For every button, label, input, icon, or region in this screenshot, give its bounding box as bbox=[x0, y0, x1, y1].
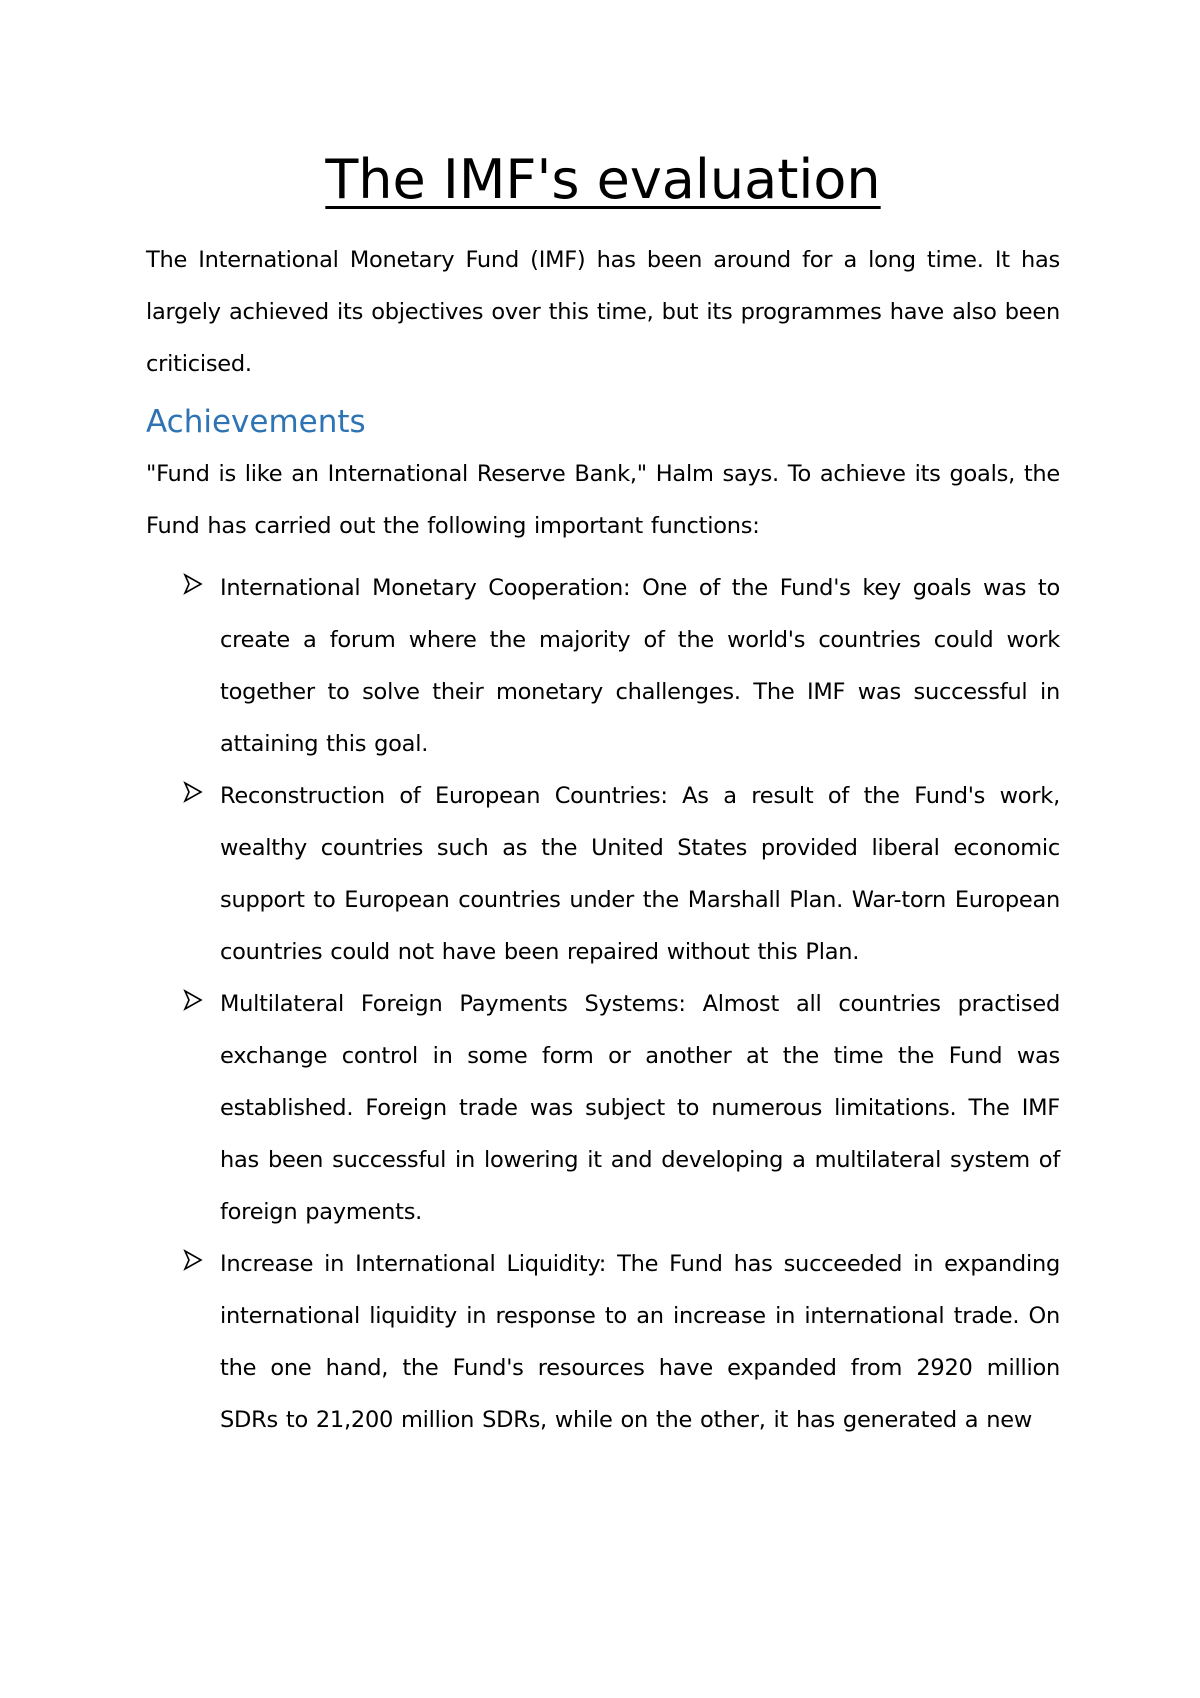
list-item bbox=[146, 1238, 1060, 1446]
list-item bbox=[146, 562, 1060, 770]
list-item-text: International Monetary Cooperation: One of the Fund's key goals was to create a forum where the majority of the world's countries could work together to solve their monetary challenges. The IMF was successful in attaining this goal. bbox=[220, 575, 1060, 757]
section-intro-paragraph: "Fund is like an International Reserve Bank," Halm says. To achieve its goals, the Fund has carried out the following important functions: bbox=[146, 461, 1060, 539]
list-item bbox=[146, 978, 1060, 1238]
list-item bbox=[146, 770, 1060, 978]
section-heading-achievements: Achievements bbox=[146, 404, 366, 440]
intro-paragraph: The International Monetary Fund (IMF) has been around for a long time. It has largely achieved its objectives over this time, but its programmes have also been criticised. bbox=[146, 247, 1060, 377]
document-title bbox=[146, 140, 1060, 220]
document-body bbox=[146, 140, 1060, 1446]
document-title-text: The IMF's evaluation bbox=[325, 148, 881, 211]
list-item-text: Reconstruction of European Countries: As a result of the Fund's work, wealthy countries such as the United States provided liberal economic support to European countries under the Marshall Plan. War-torn European countries could not have been repaired without this Plan. bbox=[220, 783, 1060, 965]
arrowhead-bullet-icon bbox=[182, 573, 204, 595]
achievements-list bbox=[146, 562, 1060, 1446]
list-item-text: Multilateral Foreign Payments Systems: Almost all countries practised exchange control in some form or another at the time the Fund was established. Foreign trade was subject to numerous limitations. The IMF has been successful in lowering it and developing a multilateral system of foreign payments. bbox=[220, 991, 1060, 1225]
list-item-text: Increase in International Liquidity: The Fund has succeeded in expanding international liquidity in response to an increase in international trade. On the one hand, the Fund's resources have expanded from 2920 million SDRs to 21,200 million SDRs, while on the other, it has generated a new bbox=[220, 1251, 1060, 1433]
arrowhead-bullet-icon bbox=[182, 1249, 204, 1271]
arrowhead-bullet-icon bbox=[182, 781, 204, 803]
arrowhead-bullet-icon bbox=[182, 989, 204, 1011]
